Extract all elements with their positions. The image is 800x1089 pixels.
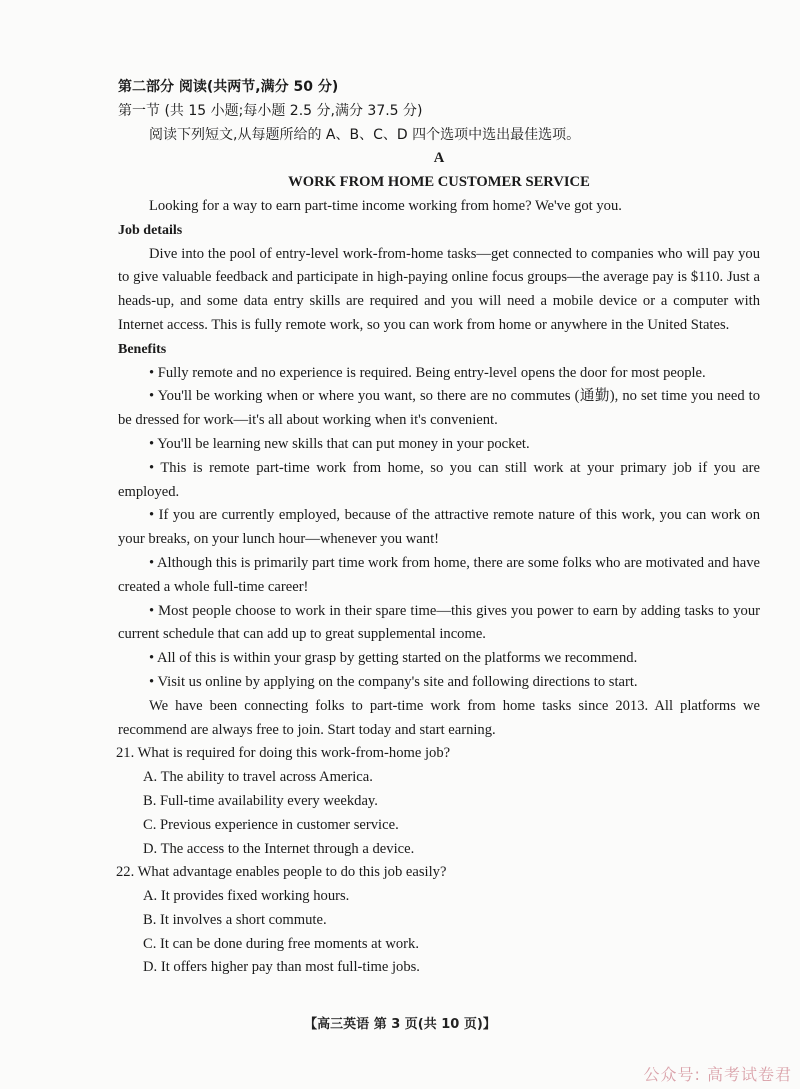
benefit-item: • This is remote part-time work from home, so you can still work at your primary job if you are employed. xyxy=(118,459,760,500)
passage-intro: Looking for a way to earn part-time income working from home? We've got you. xyxy=(149,197,622,214)
benefit-item: • All of this is within your grasp by getting started on the platforms we recommend. xyxy=(149,650,638,667)
option-a: A. The ability to travel across America. xyxy=(143,769,373,786)
instruction: 阅读下列短文,从每题所给的 A、B、C、D 四个选项中选出最佳选项。 xyxy=(149,126,581,143)
benefit-item: • You'll be learning new skills that can put money in your pocket. xyxy=(149,435,530,452)
page-footer: 【高三英语 第 3 页(共 10 页)】 xyxy=(304,1017,496,1032)
benefit-item: • Visit us online by applying on the company's site and following directions to start. xyxy=(149,673,638,690)
option-d: D. The access to the Internet through a device. xyxy=(143,840,415,857)
option-c: C. It can be done during free moments at work. xyxy=(143,935,419,952)
closing-paragraph: We have been connecting folks to part-time work from home tasks since 2013. All platforms we recommend are always free to join. Start today and start earning. xyxy=(118,697,760,738)
benefit-item: • If you are currently employed, because of the attractive remote nature of this work, you can work on your breaks, on your lunch hour—whenever you want! xyxy=(118,507,760,548)
question-22 xyxy=(118,861,760,980)
option-b: B. It involves a short commute. xyxy=(143,911,327,928)
option-c: C. Previous experience in customer service. xyxy=(143,816,399,833)
part-heading: 第二部分 阅读(共两节,满分 50 分) xyxy=(118,79,339,95)
benefit-item: • You'll be working when or where you want, so there are no commutes (通勤), no set time you need to be dressed for work—it's all about working when it's convenient. xyxy=(118,388,760,429)
benefit-item: • Most people choose to work in their spare time—this gives you power to earn by adding tasks to your current schedule that can add up to great supplemental income. xyxy=(118,602,760,643)
benefit-item: • Although this is primarily part time work from home, there are some folks who are motivated and have created a whole full-time career! xyxy=(118,554,760,595)
question-stem: 21. What is required for doing this work-from-home job? xyxy=(116,745,451,762)
benefit-item: • Fully remote and no experience is required. Being entry-level opens the door for most people. xyxy=(149,364,706,381)
passage-title: WORK FROM HOME CUSTOMER SERVICE xyxy=(288,174,590,191)
job-details-paragraph: Dive into the pool of entry-level work-from-home tasks—get connected to companies who will pay you to give valuable feedback and participate in high-paying online focus groups—the average pay is $110. Just a heads-up, and some data entry skills are required and you will need a mobile device or a computer with Internet access. This is fully remote work, so you can work from home or anywhere in the United States. xyxy=(118,245,760,333)
option-a: A. It provides fixed working hours. xyxy=(143,888,350,905)
benefits-heading: Benefits xyxy=(118,341,167,357)
watermark: 公众号: 高考试卷君 xyxy=(643,1065,792,1084)
exam-page xyxy=(118,76,760,980)
question-stem: 22. What advantage enables people to do this job easily? xyxy=(116,864,447,881)
sub-heading: 第一节 (共 15 小题;每小题 2.5 分,满分 37.5 分) xyxy=(118,102,423,119)
job-details-heading: Job details xyxy=(118,222,183,238)
option-d: D. It offers higher pay than most full-time jobs. xyxy=(143,959,420,976)
option-b: B. Full-time availability every weekday. xyxy=(143,792,378,809)
question-21 xyxy=(118,742,760,861)
passage-letter: A xyxy=(433,150,445,167)
